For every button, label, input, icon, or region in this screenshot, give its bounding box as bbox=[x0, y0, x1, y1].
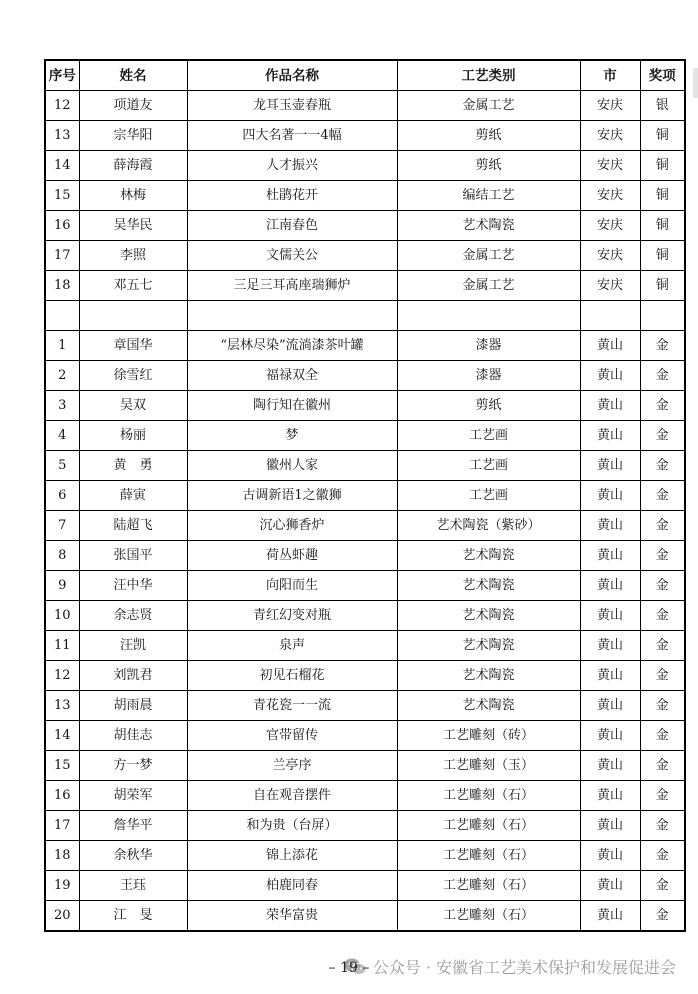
cell-craft-category: 艺术陶瓷 bbox=[397, 631, 580, 661]
cell-index: 4 bbox=[45, 421, 79, 451]
cell-city: 黄山 bbox=[580, 571, 640, 601]
cell-index: 17 bbox=[45, 241, 79, 271]
cell-craft-category: 剪纸 bbox=[397, 121, 580, 151]
cell-index: 9 bbox=[45, 571, 79, 601]
cell-work-title: 人才振兴 bbox=[187, 151, 397, 181]
cell-index: 14 bbox=[45, 721, 79, 751]
table-row bbox=[45, 391, 685, 421]
cell-name: 吴华民 bbox=[79, 211, 187, 241]
table-row bbox=[45, 601, 685, 631]
header-craft-category: 工艺类别 bbox=[397, 60, 580, 91]
cell-name: 陆超飞 bbox=[79, 511, 187, 541]
table-row bbox=[45, 661, 685, 691]
cell-work-title: 青红幻变对瓶 bbox=[187, 601, 397, 631]
cell-city: 安庆 bbox=[580, 151, 640, 181]
cell-city: 黄山 bbox=[580, 841, 640, 871]
cell-name: 方一梦 bbox=[79, 751, 187, 781]
cell-index: 15 bbox=[45, 181, 79, 211]
cell-craft-category: 漆器 bbox=[397, 331, 580, 361]
cell-work-title: 初见石榴花 bbox=[187, 661, 397, 691]
cell-city: 黄山 bbox=[580, 901, 640, 932]
cell-craft-category: 漆器 bbox=[397, 361, 580, 391]
cell-work-title: 泉声 bbox=[187, 631, 397, 661]
cell-work-title: 文儒关公 bbox=[187, 241, 397, 271]
cell-award: 金 bbox=[640, 541, 685, 571]
cell-index: 12 bbox=[45, 91, 79, 121]
header-award: 奖项 bbox=[640, 60, 685, 91]
cell-work-title: 三足三耳高座瑞狮炉 bbox=[187, 271, 397, 301]
header-index: 序号 bbox=[45, 60, 79, 91]
cell-award: 金 bbox=[640, 421, 685, 451]
table-row bbox=[45, 541, 685, 571]
cell-index: 20 bbox=[45, 901, 79, 932]
cell-award: 金 bbox=[640, 841, 685, 871]
cell-index: 19 bbox=[45, 871, 79, 901]
cell-city: 安庆 bbox=[580, 211, 640, 241]
cell-work-title: 古调新语1之徽狮 bbox=[187, 481, 397, 511]
cell-city: 黄山 bbox=[580, 511, 640, 541]
cell-craft-category: 艺术陶瓷 bbox=[397, 601, 580, 631]
cell-city: 安庆 bbox=[580, 181, 640, 211]
cell-city: 黄山 bbox=[580, 451, 640, 481]
cell-name: 汪中华 bbox=[79, 571, 187, 601]
table-body-huangshan bbox=[45, 331, 685, 932]
cell-work-title: 和为贵（台屏） bbox=[187, 811, 397, 841]
cell-city: 黄山 bbox=[580, 601, 640, 631]
table-row bbox=[45, 151, 685, 181]
cell-name: 刘凯君 bbox=[79, 661, 187, 691]
cell-craft-category: 剪纸 bbox=[397, 151, 580, 181]
table-row bbox=[45, 781, 685, 811]
cell-city: 安庆 bbox=[580, 241, 640, 271]
cell-index: 11 bbox=[45, 631, 79, 661]
cell-award: 金 bbox=[640, 331, 685, 361]
table-row bbox=[45, 571, 685, 601]
cell-craft-category: 工艺画 bbox=[397, 451, 580, 481]
cell-name: 胡雨晨 bbox=[79, 691, 187, 721]
cell-craft-category: 工艺画 bbox=[397, 481, 580, 511]
cell-name: 江 旻 bbox=[79, 901, 187, 932]
cell-craft-category: 工艺雕刻（砖） bbox=[397, 721, 580, 751]
cell-award: 金 bbox=[640, 781, 685, 811]
cell-award: 金 bbox=[640, 361, 685, 391]
table-row bbox=[45, 691, 685, 721]
cell-craft-category: 艺术陶瓷 bbox=[397, 661, 580, 691]
header-name: 姓名 bbox=[79, 60, 187, 91]
blank-row bbox=[45, 301, 685, 331]
cell-city: 黄山 bbox=[580, 421, 640, 451]
header-work-title: 作品名称 bbox=[187, 60, 397, 91]
cell-name: 薛寅 bbox=[79, 481, 187, 511]
cell-index: 12 bbox=[45, 661, 79, 691]
cell-name: 胡荣军 bbox=[79, 781, 187, 811]
cell-work-title: 福禄双全 bbox=[187, 361, 397, 391]
award-table bbox=[44, 59, 686, 932]
table-row bbox=[45, 421, 685, 451]
cell-craft-category: 剪纸 bbox=[397, 391, 580, 421]
cell-name: 胡佳志 bbox=[79, 721, 187, 751]
cell-award: 金 bbox=[640, 391, 685, 421]
page-number: – 19 – bbox=[328, 960, 370, 976]
cell-name: 余秋华 bbox=[79, 841, 187, 871]
table-row bbox=[45, 211, 685, 241]
table-row bbox=[45, 361, 685, 391]
cell-award: 金 bbox=[640, 571, 685, 601]
cell-city: 黄山 bbox=[580, 691, 640, 721]
cell-craft-category: 艺术陶瓷 bbox=[397, 691, 580, 721]
cell-work-title: 江南春色 bbox=[187, 211, 397, 241]
cell-work-title: 四大名著一一4幅 bbox=[187, 121, 397, 151]
cell-craft-category: 金属工艺 bbox=[397, 241, 580, 271]
watermark-text: 公众号 · 安徽省工艺美术保护和发展促进会 bbox=[372, 958, 676, 977]
cell-index: 10 bbox=[45, 601, 79, 631]
cell-city: 黄山 bbox=[580, 481, 640, 511]
cell-craft-category: 工艺雕刻（石） bbox=[397, 811, 580, 841]
table-row bbox=[45, 511, 685, 541]
cell-craft-category: 艺术陶瓷 bbox=[397, 541, 580, 571]
cell-city: 黄山 bbox=[580, 391, 640, 421]
cell-award: 金 bbox=[640, 691, 685, 721]
cell-index: 18 bbox=[45, 841, 79, 871]
cell-name: 詹华平 bbox=[79, 811, 187, 841]
cell-city: 黄山 bbox=[580, 361, 640, 391]
scroll-tab[interactable] bbox=[693, 68, 698, 98]
cell-work-title: 荣华富贵 bbox=[187, 901, 397, 932]
cell-award: 铜 bbox=[640, 151, 685, 181]
cell-work-title: 荷丛虾趣 bbox=[187, 541, 397, 571]
cell-work-title: 锦上添花 bbox=[187, 841, 397, 871]
cell-name: 项道友 bbox=[79, 91, 187, 121]
cell-award: 金 bbox=[640, 481, 685, 511]
cell-award: 铜 bbox=[640, 181, 685, 211]
cell-award: 金 bbox=[640, 811, 685, 841]
table-row bbox=[45, 91, 685, 121]
cell-award: 金 bbox=[640, 631, 685, 661]
cell-index: 18 bbox=[45, 271, 79, 301]
cell-city: 黄山 bbox=[580, 781, 640, 811]
cell-award: 铜 bbox=[640, 271, 685, 301]
table-row bbox=[45, 481, 685, 511]
cell-work-title: 梦 bbox=[187, 421, 397, 451]
cell-craft-category: 工艺雕刻（石） bbox=[397, 901, 580, 932]
cell-work-title: 官带留传 bbox=[187, 721, 397, 751]
cell-city: 黄山 bbox=[580, 661, 640, 691]
cell-work-title: 杜鹃花开 bbox=[187, 181, 397, 211]
cell-name: 徐雪红 bbox=[79, 361, 187, 391]
cell-city: 黄山 bbox=[580, 811, 640, 841]
cell-index: 8 bbox=[45, 541, 79, 571]
cell-award: 金 bbox=[640, 751, 685, 781]
table-row bbox=[45, 751, 685, 781]
table-row bbox=[45, 721, 685, 751]
cell-craft-category: 工艺雕刻（石） bbox=[397, 781, 580, 811]
cell-craft-category: 艺术陶瓷 bbox=[397, 571, 580, 601]
cell-index: 5 bbox=[45, 451, 79, 481]
cell-index: 15 bbox=[45, 751, 79, 781]
cell-name: 吴双 bbox=[79, 391, 187, 421]
cell-work-title: 陶行知在徽州 bbox=[187, 391, 397, 421]
cell-craft-category: 工艺雕刻（石） bbox=[397, 841, 580, 871]
header-city: 市 bbox=[580, 60, 640, 91]
cell-index: 7 bbox=[45, 511, 79, 541]
cell-index: 16 bbox=[45, 781, 79, 811]
cell-index: 1 bbox=[45, 331, 79, 361]
cell-index: 16 bbox=[45, 211, 79, 241]
cell-work-title: 自在观音摆件 bbox=[187, 781, 397, 811]
cell-award: 银 bbox=[640, 91, 685, 121]
cell-index: 14 bbox=[45, 151, 79, 181]
cell-city: 黄山 bbox=[580, 331, 640, 361]
cell-award: 铜 bbox=[640, 211, 685, 241]
cell-city: 黄山 bbox=[580, 631, 640, 661]
cell-award: 铜 bbox=[640, 121, 685, 151]
cell-index: 3 bbox=[45, 391, 79, 421]
table-row bbox=[45, 181, 685, 211]
cell-work-title: 向阳而生 bbox=[187, 571, 397, 601]
cell-work-title: 龙耳玉壶春瓶 bbox=[187, 91, 397, 121]
cell-city: 黄山 bbox=[580, 541, 640, 571]
cell-index: 2 bbox=[45, 361, 79, 391]
cell-craft-category: 工艺画 bbox=[397, 421, 580, 451]
cell-name: 余志贤 bbox=[79, 601, 187, 631]
cell-craft-category: 艺术陶瓷（紫砂） bbox=[397, 511, 580, 541]
cell-name: 王珏 bbox=[79, 871, 187, 901]
cell-award: 金 bbox=[640, 721, 685, 751]
cell-work-title: 柏鹿同春 bbox=[187, 871, 397, 901]
cell-index: 13 bbox=[45, 121, 79, 151]
cell-award: 金 bbox=[640, 901, 685, 932]
cell-name: 黄 勇 bbox=[79, 451, 187, 481]
cell-name: 杨丽 bbox=[79, 421, 187, 451]
cell-city: 安庆 bbox=[580, 271, 640, 301]
cell-craft-category: 金属工艺 bbox=[397, 91, 580, 121]
table-row bbox=[45, 241, 685, 271]
cell-name: 汪凯 bbox=[79, 631, 187, 661]
cell-work-title: 徽州人家 bbox=[187, 451, 397, 481]
cell-city: 黄山 bbox=[580, 721, 640, 751]
cell-award: 铜 bbox=[640, 241, 685, 271]
table-row bbox=[45, 871, 685, 901]
cell-city: 黄山 bbox=[580, 751, 640, 781]
cell-craft-category: 艺术陶瓷 bbox=[397, 211, 580, 241]
table-row bbox=[45, 121, 685, 151]
table-row bbox=[45, 841, 685, 871]
cell-work-title: 青花瓷一一流 bbox=[187, 691, 397, 721]
cell-name: 张国平 bbox=[79, 541, 187, 571]
cell-craft-category: 金属工艺 bbox=[397, 271, 580, 301]
cell-index: 13 bbox=[45, 691, 79, 721]
cell-name: 邓五七 bbox=[79, 271, 187, 301]
cell-name: 章国华 bbox=[79, 331, 187, 361]
table-header-row bbox=[45, 60, 685, 91]
cell-award: 金 bbox=[640, 661, 685, 691]
table-row bbox=[45, 901, 685, 932]
cell-work-title: 兰亭序 bbox=[187, 751, 397, 781]
table-row bbox=[45, 331, 685, 361]
cell-name: 薛海霞 bbox=[79, 151, 187, 181]
cell-craft-category: 工艺雕刻（玉） bbox=[397, 751, 580, 781]
cell-index: 6 bbox=[45, 481, 79, 511]
cell-award: 金 bbox=[640, 871, 685, 901]
table-row bbox=[45, 811, 685, 841]
cell-craft-category: 编结工艺 bbox=[397, 181, 580, 211]
table-row bbox=[45, 271, 685, 301]
cell-work-title: “层林尽染”流淌漆茶叶罐 bbox=[187, 331, 397, 361]
cell-work-title: 沉心狮香炉 bbox=[187, 511, 397, 541]
cell-craft-category: 工艺雕刻（石） bbox=[397, 871, 580, 901]
table-row bbox=[45, 451, 685, 481]
cell-city: 安庆 bbox=[580, 121, 640, 151]
table-separator bbox=[45, 301, 685, 331]
table-body-anqing bbox=[45, 91, 685, 301]
cell-city: 黄山 bbox=[580, 871, 640, 901]
cell-name: 林梅 bbox=[79, 181, 187, 211]
cell-name: 宗华阳 bbox=[79, 121, 187, 151]
cell-award: 金 bbox=[640, 511, 685, 541]
cell-index: 17 bbox=[45, 811, 79, 841]
cell-name: 李照 bbox=[79, 241, 187, 271]
cell-award: 金 bbox=[640, 601, 685, 631]
table-row bbox=[45, 631, 685, 661]
cell-city: 安庆 bbox=[580, 91, 640, 121]
cell-award: 金 bbox=[640, 451, 685, 481]
